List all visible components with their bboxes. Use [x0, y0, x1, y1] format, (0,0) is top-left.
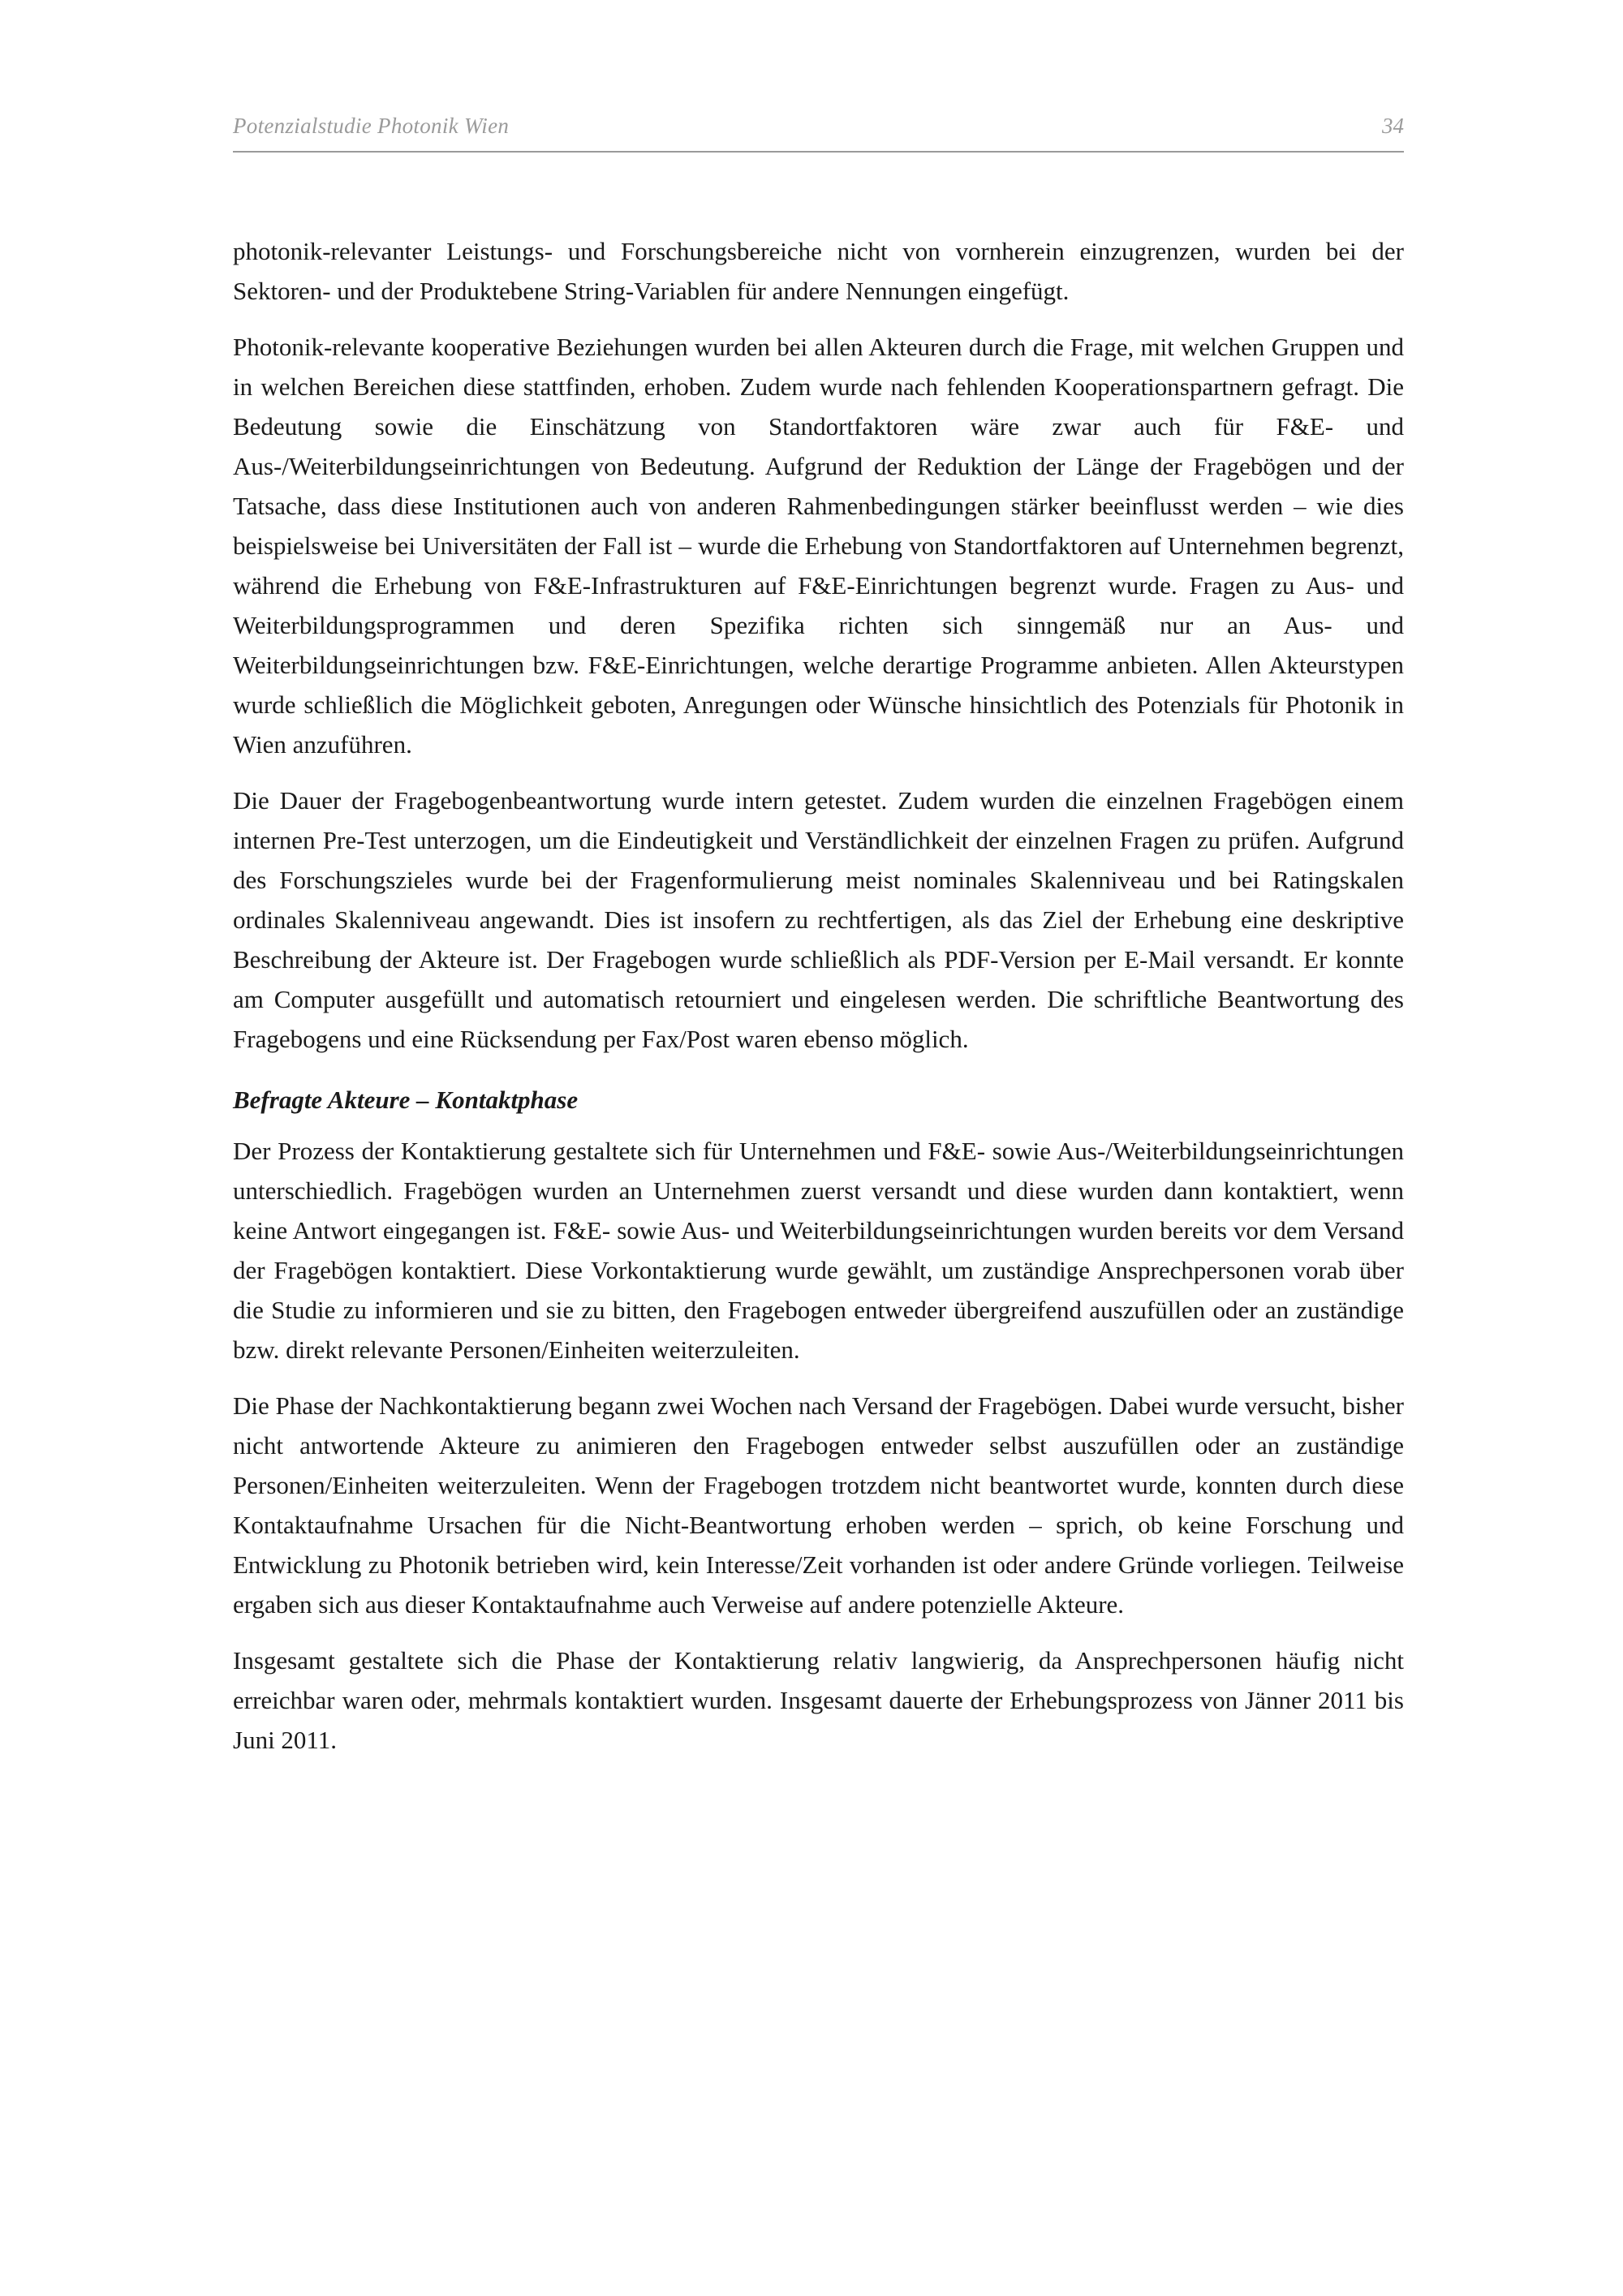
running-title: Potenzialstudie Photonik Wien — [233, 114, 510, 138]
paragraph: Insgesamt gestaltete sich die Phase der Kontaktierung relativ langwierig, da Ansprechpersonen häufig nicht erreichbar waren oder, mehrmals kontaktiert wurden. Insgesamt dauerte der Erhebungsprozess von Jänner 2011 bis Juni 2011. — [233, 1646, 1404, 1754]
body-text — [233, 231, 1404, 1776]
section-heading: Befragte Akteure – Kontaktphase — [233, 1086, 579, 1114]
paragraph: Photonik-relevante kooperative Beziehungen wurden bei allen Akteuren durch die Frage, mit welchen Gruppen und in welchen Bereichen diese stattfinden, erhoben. Zudem wurde nach fehlenden Kooperationspartnern gefragt. Die Bedeutung sowie die Einschätzung von Standortfaktoren wäre zwar auch für F&E- und Aus-/Weiterbildungseinrichtungen von Bedeutung. Aufgrund der Reduktion der Länge der Fragebögen und der Tatsache, dass diese Institutionen auch von anderen Rahmenbedingungen stärker beeinflusst werden – wie dies beispielsweise bei Universitäten der Fall ist – wurde die Erhebung von Standortfaktoren auf Unternehmen begrenzt, während die Erhebung von F&E-Infrastrukturen auf F&E-Einrichtungen begrenzt wurde. Fragen zu Aus- und Weiterbildungsprogrammen und deren Spezifika richten sich sinngemäß nur an Aus- und Weiterbildungseinrichtungen bzw. F&E-Einrichtungen, welche derartige Programme anbieten. Allen Akteurstypen wurde schließlich die Möglichkeit geboten, Anregungen oder Wünsche hinsichtlich des Potenzials für Photonik in Wien anzuführen. — [233, 333, 1404, 759]
page-header — [233, 114, 1404, 153]
paragraph: Der Prozess der Kontaktierung gestaltete sich für Unternehmen und F&E- sowie Aus-/Weiterbildungseinrichtungen unterschiedlich. Fragebögen wurden an Unternehmen zuerst versandt und diese wurden dann kontaktiert, wenn keine Antwort eingegangen ist. F&E- sowie Aus- und Weiterbildungseinrichtungen wurden bereits vor dem Versand der Fragebögen kontaktiert. Diese Vorkontaktierung wurde gewählt, um zuständige Ansprechpersonen vorab über die Studie zu informieren und sie zu bitten, den Fragebogen entweder übergreifend auszufüllen oder an zuständige bzw. direkt relevante Personen/Einheiten weiterzuleiten. — [233, 1137, 1404, 1364]
page-number: 34 — [1382, 114, 1404, 138]
paragraph: photonik-relevanter Leistungs- und Forschungsbereiche nicht von vornherein einzugrenzen, wurden bei der Sektoren- und der Produktebene String-Variablen für andere Nennungen eingefügt. — [233, 237, 1404, 305]
paragraph: Die Phase der Nachkontaktierung begann zwei Wochen nach Versand der Fragebögen. Dabei wurde versucht, bisher nicht antwortende Akteure zu animieren den Fragebogen entweder selbst auszufüllen oder an zuständige Personen/Einheiten weiterzuleiten. Wenn der Fragebogen trotzdem nicht beantwortet wurde, konnten durch diese Kontaktaufnahme Ursachen für die Nicht-Beantwortung erhoben werden – sprich, ob keine Forschung und Entwicklung zu Photonik betrieben wird, kein Interesse/Zeit vorhanden ist oder andere Gründe vorliegen. Teilweise ergaben sich aus dieser Kontaktaufnahme auch Verweise auf andere potenzielle Akteure. — [233, 1391, 1404, 1619]
paragraph: Die Dauer der Fragebogenbeantwortung wurde intern getestet. Zudem wurden die einzelnen Fragebögen einem internen Pre-Test unterzogen, um die Eindeutigkeit und Verständlichkeit der einzelnen Fragen zu prüfen. Aufgrund des Forschungszieles wurde bei der Fragenformulierung meist nominales Skalenniveau und bei Ratingskalen ordinales Skalenniveau angewandt. Dies ist insofern zu rechtfertigen, als das Ziel der Erhebung eine deskriptive Beschreibung der Akteure ist. Der Fragebogen wurde schließlich als PDF-Version per E-Mail versandt. Er konnte am Computer ausgefüllt und automatisch retourniert und eingelesen werden. Die schriftliche Beantwortung des Fragebogens und eine Rücksendung per Fax/Post waren ebenso möglich. — [233, 786, 1404, 1053]
